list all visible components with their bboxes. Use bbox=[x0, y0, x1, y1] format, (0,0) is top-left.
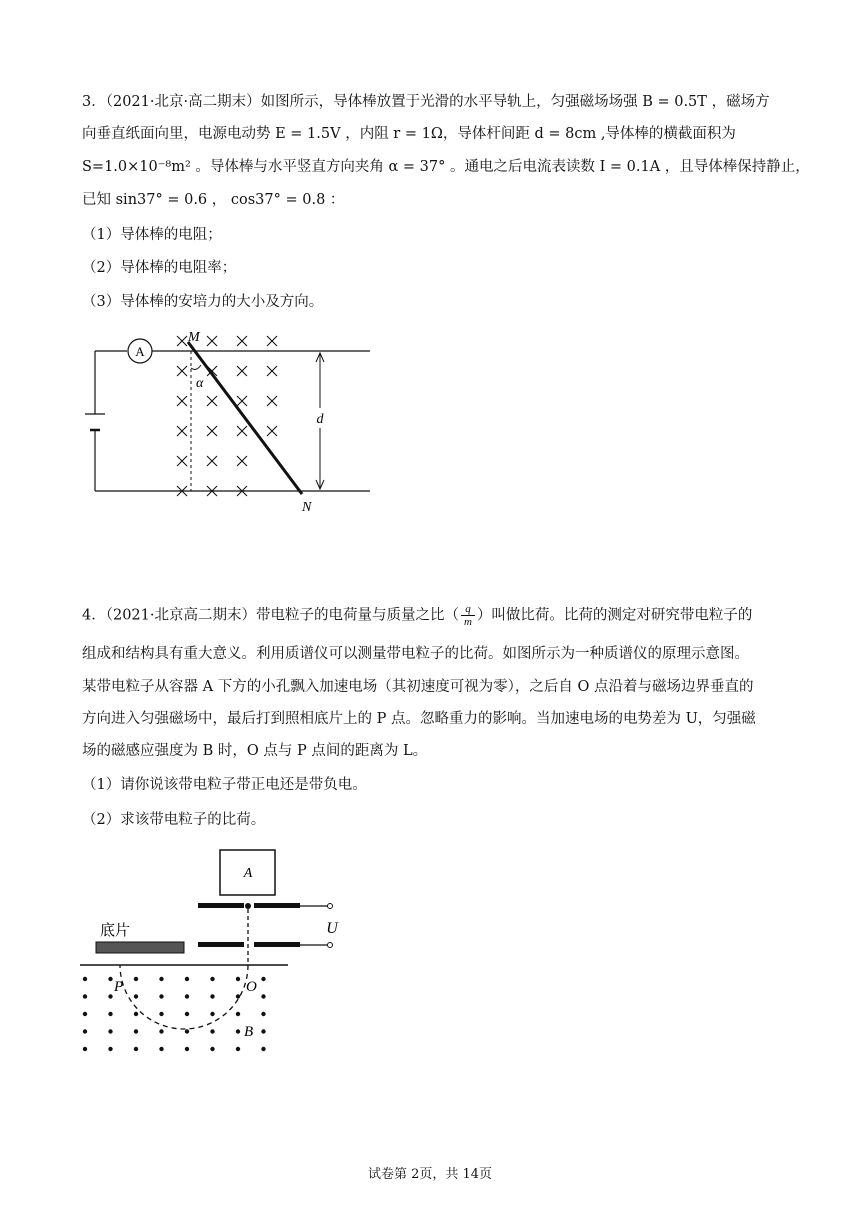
q3-sub-1: （1）导体棒的电阻； bbox=[82, 227, 222, 243]
label-b: B bbox=[244, 1024, 254, 1040]
label-film: 底片 bbox=[100, 923, 131, 939]
upper-plate-right bbox=[254, 903, 300, 908]
q3-line-4: 已知 sin37° = 0.6 ， cos37° = 0.8 ： bbox=[82, 192, 345, 208]
field-dot bbox=[134, 1029, 138, 1033]
field-dot bbox=[108, 1029, 112, 1033]
angle-arc bbox=[191, 365, 201, 369]
field-dot bbox=[210, 994, 214, 998]
magnetic-field-crosses bbox=[177, 336, 277, 496]
q4-line-4: 方向进入匀强磁场中，最后打到照相底片上的 P 点。忽略重力的影响。当加速电场的电势差为 U，匀强磁 bbox=[82, 711, 756, 727]
field-dot bbox=[185, 1047, 189, 1051]
fraction-denominator: m bbox=[463, 616, 472, 628]
field-dot bbox=[159, 1029, 163, 1033]
field-dot bbox=[210, 977, 214, 981]
q4-line-3: 某带电粒子从容器 A 下方的小孔飘入加速电场（其初速度可视为零），之后自 O 点沿着与磁场边界垂直的 bbox=[82, 679, 754, 695]
label-m: M bbox=[188, 330, 200, 345]
field-dot bbox=[236, 1012, 240, 1016]
field-dot bbox=[261, 994, 265, 998]
field-dot bbox=[159, 994, 163, 998]
field-dot bbox=[83, 1012, 87, 1016]
upper-plate-left bbox=[198, 903, 244, 908]
field-dot bbox=[185, 977, 189, 981]
field-dot bbox=[83, 1029, 87, 1033]
q4-figure bbox=[80, 845, 360, 1060]
ammeter-label: A bbox=[135, 344, 145, 359]
field-dot bbox=[108, 977, 112, 981]
lower-plate-right bbox=[254, 942, 300, 947]
photographic-film bbox=[96, 942, 184, 953]
field-dot bbox=[261, 1047, 265, 1051]
particle-trajectory bbox=[120, 965, 248, 1029]
field-dot bbox=[108, 1012, 112, 1016]
field-dot bbox=[134, 977, 138, 981]
field-dot bbox=[159, 1047, 163, 1051]
field-dot bbox=[83, 994, 87, 998]
q4-sub-1: （1）请你说该带电粒子带正电还是带负电。 bbox=[82, 777, 367, 793]
field-dot bbox=[134, 1012, 138, 1016]
field-dot bbox=[134, 994, 138, 998]
field-dot bbox=[236, 994, 240, 998]
q4-sub-2: （2）求该带电粒子的比荷。 bbox=[82, 812, 266, 828]
q4-line-1-before: 4．（2021·北京高二期末）带电粒子的电荷量与质量之比（ bbox=[82, 607, 459, 624]
lower-plate-left bbox=[198, 942, 244, 947]
q3-sub-3: （3）导体棒的安培力的大小及方向。 bbox=[82, 294, 324, 310]
field-dot bbox=[236, 1029, 240, 1033]
q3-figure bbox=[80, 326, 380, 516]
q4-line-1 bbox=[82, 603, 752, 628]
label-alpha: α bbox=[196, 376, 204, 391]
field-dot bbox=[134, 1047, 138, 1051]
field-dot bbox=[83, 977, 87, 981]
q3-sub-2: （2）导体棒的电阻率； bbox=[82, 260, 237, 276]
label-p: P bbox=[114, 979, 124, 995]
label-d: d bbox=[316, 412, 324, 427]
field-dot bbox=[210, 1047, 214, 1051]
q3-line-1: 3．（2021·北京·高二期末）如图所示，导体棒放置于光滑的水平导轨上，匀强磁场场强 B = 0.5T ，磁场方 bbox=[82, 94, 770, 110]
q4-fraction bbox=[461, 603, 475, 628]
field-dot bbox=[185, 994, 189, 998]
field-dot bbox=[210, 1012, 214, 1016]
field-dot bbox=[159, 977, 163, 981]
label-o: O bbox=[246, 979, 257, 995]
field-dot bbox=[261, 977, 265, 981]
field-dot bbox=[185, 1012, 189, 1016]
field-dot bbox=[108, 1047, 112, 1051]
field-dot bbox=[236, 1047, 240, 1051]
field-dot bbox=[261, 1029, 265, 1033]
page-footer: 试卷第 2页，共 14页 bbox=[367, 1167, 493, 1182]
label-voltage-u: U bbox=[326, 920, 338, 937]
q4-line-2: 组成和结构具有重大意义。利用质谱仪可以测量带电粒子的比荷。如图所示为一种质谱仪的原理示意图。 bbox=[82, 646, 749, 662]
field-dot bbox=[185, 1029, 189, 1033]
fraction-numerator: q bbox=[461, 603, 475, 616]
field-dot bbox=[210, 1029, 214, 1033]
q3-line-3: S=1.0×10⁻⁸m² 。导体棒与水平竖直方向夹角 α = 37° 。通电之后电流表读数 I = 0.1A ，且导体棒保持静止， bbox=[82, 159, 810, 175]
label-container-a: A bbox=[243, 866, 253, 881]
field-dot bbox=[108, 994, 112, 998]
magnetic-field-dots bbox=[83, 977, 266, 1051]
q3-line-2: 向垂直纸面向里，电源电动势 E = 1.5V ，内阻 r = 1Ω，导体杆间距 d = 8cm ,导体棒的横截面积为 bbox=[82, 126, 736, 142]
field-dot bbox=[159, 1012, 163, 1016]
field-dot bbox=[236, 977, 240, 981]
label-n: N bbox=[302, 500, 312, 515]
field-dot bbox=[83, 1047, 87, 1051]
q4-line-5: 场的磁感应强度为 B 时，O 点与 P 点间的距离为 L。 bbox=[82, 743, 428, 759]
conductor-rod bbox=[188, 342, 302, 494]
field-dot bbox=[261, 1012, 265, 1016]
q4-line-1-after: ）叫做比荷。比荷的测定对研究带电粒子的 bbox=[476, 607, 753, 624]
